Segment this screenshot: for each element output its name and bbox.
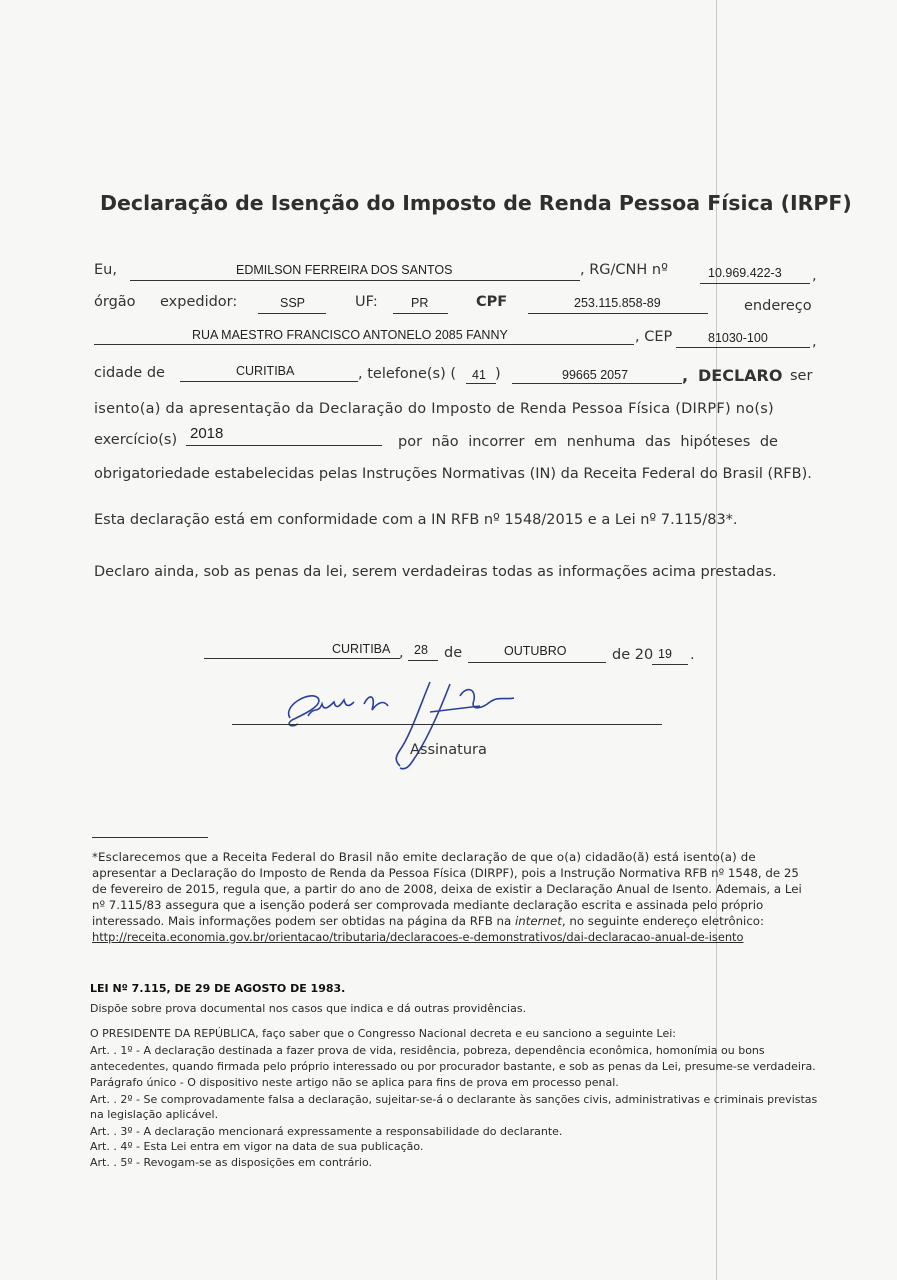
- footnote-line-1: *Esclarecemos que a Receita Federal do Brasil não emite declaração de que o(a) cidadão(ã) está isento(a) de: [92, 850, 756, 864]
- date-city-underline: [204, 658, 400, 659]
- law-paragrafo: Parágrafo único - O dispositivo neste artigo não se aplica para fins de prova em processo penal.: [90, 1076, 619, 1089]
- ser-label: ser: [790, 368, 813, 384]
- law-art5: Art. . 5º - Revogam-se as disposições em contrário.: [90, 1156, 372, 1169]
- law-title: LEI Nº 7.115, DE 29 DE AGOSTO DE 1983.: [90, 982, 346, 995]
- date-period: .: [690, 647, 695, 663]
- cep-label: , CEP: [635, 329, 673, 345]
- address-value: RUA MAESTRO FRANCISCO ANTONELO 2085 FANNY: [192, 328, 508, 342]
- rg-comma: ,: [812, 268, 817, 284]
- date-day-value: 28: [414, 643, 428, 657]
- telefone-label: , telefone(s) (: [358, 366, 456, 382]
- law-subtitle: Dispõe sobre prova documental nos casos que indica e dá outras providências.: [90, 1002, 527, 1015]
- orgao-underline: [258, 313, 326, 314]
- cep-underline: [676, 347, 810, 348]
- date-city-comma: ,: [399, 645, 404, 661]
- document-title: Declaração de Isenção do Imposto de Renda Pessoa Física (IRPF): [100, 191, 852, 215]
- orgao-label: órgão: [94, 294, 136, 310]
- law-art2-line2: na legislação aplicável.: [90, 1108, 219, 1121]
- cpf-underline: [528, 313, 708, 314]
- law-art1-line1: Art. . 1º - A declaração destinada a fazer prova de vida, residência, pobreza, dependência econômica, homonímia ou bons: [90, 1044, 765, 1057]
- orgao-value: SSP: [280, 296, 306, 310]
- name-value: EDMILSON FERREIRA DOS SANTOS: [236, 263, 453, 277]
- law-art4: Art. . 4º - Esta Lei entra em vigor na data de sua publicação.: [90, 1140, 424, 1153]
- city-value: CURITIBA: [236, 364, 295, 378]
- declaro-label: DECLARO: [698, 366, 783, 385]
- law-art1-line2: antecedentes, quando firmada pelo próprio interessado ou por procurador bastante, e sob as penas da Lei, presume-se verdadeira.: [90, 1060, 816, 1073]
- cep-comma: ,: [812, 334, 817, 350]
- footnote-separator: [92, 837, 208, 838]
- rg-underline: [700, 283, 810, 284]
- cpf-label: CPF: [476, 294, 508, 310]
- conformidade-text: Esta declaração está em conformidade com a IN RFB nº 1548/2015 e a Lei nº 7.115/83*.: [94, 512, 738, 528]
- handwritten-signature: [280, 676, 540, 776]
- date-month-underline: [468, 662, 606, 663]
- date-month-value: OUTUBRO: [504, 644, 567, 658]
- date-de1-label: de: [444, 645, 463, 661]
- law-art2-line1: Art. . 2º - Se comprovadamente falsa a declaração, sujeitar-se-á o declarante às sanções civis, administrativas e criminais previstas: [90, 1093, 818, 1106]
- law-preamble: O PRESIDENTE DA REPÚBLICA, faço saber que o Congresso Nacional decreta e eu sanciono a seguinte Lei:: [90, 1027, 676, 1040]
- ddd-value: 41: [472, 368, 486, 382]
- hipoteses-line: por não incorrer em nenhuma das hipóteses de: [398, 434, 778, 450]
- obrigatoriedade-line: obrigatoriedade estabelecidas pelas Instruções Normativas (IN) da Receita Federal do Brasil (RFB).: [94, 466, 812, 482]
- name-underline: [130, 280, 580, 281]
- footnote-line-5-end: , no seguinte endereço eletrônico:: [561, 914, 765, 928]
- declaro-ainda-text: Declaro ainda, sob as penas da lei, serem verdadeiras todas as informações acima prestadas.: [94, 564, 777, 580]
- ddd-close-paren: ): [495, 366, 501, 382]
- year-value: 2018: [190, 425, 224, 442]
- cep-value: 81030-100: [708, 331, 768, 345]
- signature-underline: [232, 724, 662, 725]
- date-year-underline: [652, 664, 688, 665]
- footnote-line-3: de fevereiro de 2015, regula que, a partir do ano de 2008, deixa de existir a Declaração Anual de Isento. Ademais, a Lei: [92, 882, 802, 896]
- cpf-value: 253.115.858-89: [574, 296, 661, 310]
- law-art3: Art. . 3º - A declaração mencionará expressamente a responsabilidade do declarante.: [90, 1125, 563, 1138]
- footnote-line-5-start: interessado. Mais informações podem ser obtidas na página da RFB na: [92, 914, 515, 928]
- uf-underline: [393, 313, 448, 314]
- isento-line: isento(a) da apresentação da Declaração do Imposto de Renda Pessoa Física (DIRPF) no(s): [94, 401, 774, 417]
- address-underline: [94, 344, 634, 345]
- ddd-underline: [466, 383, 496, 384]
- exercicio-label: exercício(s): [94, 432, 178, 448]
- eu-label: Eu,: [94, 262, 117, 278]
- footnote-line-2: apresentar a Declaração do Imposto de Renda da Pessoa Física (DIRPF), pois a Instrução Normativa RFB nº 1548, de 25: [92, 866, 799, 880]
- city-underline: [180, 381, 358, 382]
- footnote-internet-word: internet: [515, 914, 562, 928]
- phone-underline: [512, 383, 682, 384]
- endereco-label: endereço: [744, 298, 812, 314]
- signature-label: Assinatura: [410, 742, 487, 758]
- footnote-url[interactable]: http://receita.economia.gov.br/orientacao/tributaria/declaracoes-e-demonstrativos/dai-declaracao-anual-de-isento: [92, 930, 744, 944]
- footnote-line-4: nº 7.115/83 assegura que a isenção poderá ser comprovada mediante declaração escrita e assinada pelo próprio: [92, 898, 764, 912]
- date-day-underline: [408, 660, 438, 661]
- rg-label: , RG/CNH nº: [580, 262, 668, 278]
- rg-value: 10.969.422-3: [708, 266, 782, 280]
- uf-label: UF:: [355, 294, 378, 310]
- expedidor-label: expedidor:: [160, 294, 238, 310]
- phone-value: 99665 2057: [562, 368, 629, 382]
- date-city-value: CURITIBA: [332, 642, 391, 656]
- year-underline: [186, 445, 382, 446]
- uf-value: PR: [411, 296, 429, 310]
- date-year-value: 19: [658, 647, 672, 661]
- date-de2-label: de 20: [612, 647, 654, 663]
- cidade-label: cidade de: [94, 365, 165, 381]
- footnote-line-5: [92, 914, 764, 928]
- phone-comma: ,: [682, 366, 689, 385]
